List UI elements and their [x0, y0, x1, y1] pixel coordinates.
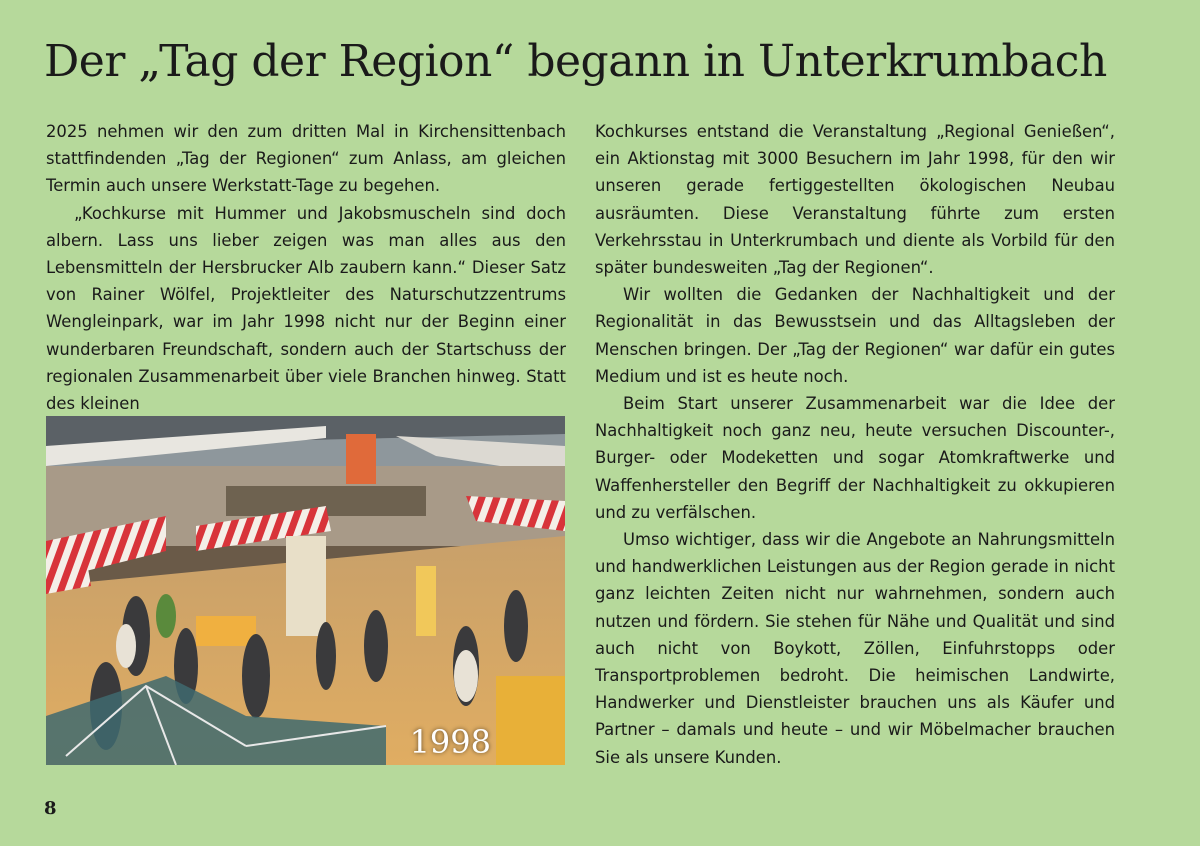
paragraph: Wir wollten die Gedanken der Nachhaltigkeit und der Regionalität in das Bewusstsein und das Alltagsleben der Menschen bringen. Der „Tag der Regionen“ war dafür ein gutes Medium und ist es heute noch. [595, 285, 1115, 386]
paragraph: Beim Start unserer Zusammenarbeit war die Idee der Nachhaltigkeit noch ganz neu, heute versuchen Discounter-, Burger- oder Modeketten und sogar Atomkraftwerke und Waffenhersteller den Begriff der Nachhaltigkeit zu okkupieren und zu verfälschen. [595, 394, 1115, 522]
left-text-column [46, 118, 566, 417]
paragraph: 2025 nehmen wir den zum dritten Mal in Kirchensittenbach stattfindenden „Tag der Regionen“ zum Anlass, am gleichen Termin auch unsere Werkstatt-Tage zu begehen. [46, 122, 566, 196]
paragraph: Umso wichtiger, dass wir die Angebote an Nahrungsmitteln und handwerklichen Leistungen aus der Region gerade in nicht ganz leichten Zeiten nicht nur wahrnehmen, sondern auch nutzen und fördern. Sie stehen für Nähe und Qualität und sind auch nicht von Boykott, Zöllen, Einfuhrstopps oder Transportproblemen bedroht. Die heimischen Landwirte, Handwerker und Dienstleister brauchen uns als Käufer und Partner – damals und heute – und wir Möbelmacher brauchen Sie als unsere Kunden. [595, 530, 1115, 767]
paragraph: „Kochkurse mit Hummer und Jakobsmuscheln sind doch albern. Lass uns lieber zeigen was man alles aus den Lebensmitteln der Hersbrucker Alb zaubern kann.“ Dieser Satz von Rainer Wölfel, Projektleiter des Naturschutzzentrums Wengleinpark, war im Jahr 1998 nicht nur der Beginn einer wunderbaren Freundschaft, sondern auch der Startschuss der regionalen Zusammenarbeit über viele Branchen hinweg. Statt des kleinen [46, 203, 566, 414]
page-number: 8 [44, 798, 57, 819]
market-hall-photo [46, 416, 565, 765]
paragraph: Kochkurses entstand die Veranstaltung „Regional Genießen“, ein Aktionstag mit 3000 Besuchern im Jahr 1998, für den wir unseren gerade fertiggestellten ökologischen Neubau ausräumten. Diese Veranstaltung führte zum ersten Verkehrsstau in Unterkrumbach und diente als Vorbild für den später bundesweiten „Tag der Regionen“. [595, 122, 1115, 278]
photo-year-caption: 1998 [409, 723, 491, 761]
right-text-column [595, 118, 1115, 771]
market-hall-illustration [46, 416, 565, 765]
page-title: Der „Tag der Region“ begann in Unterkrumbach [44, 36, 1107, 87]
